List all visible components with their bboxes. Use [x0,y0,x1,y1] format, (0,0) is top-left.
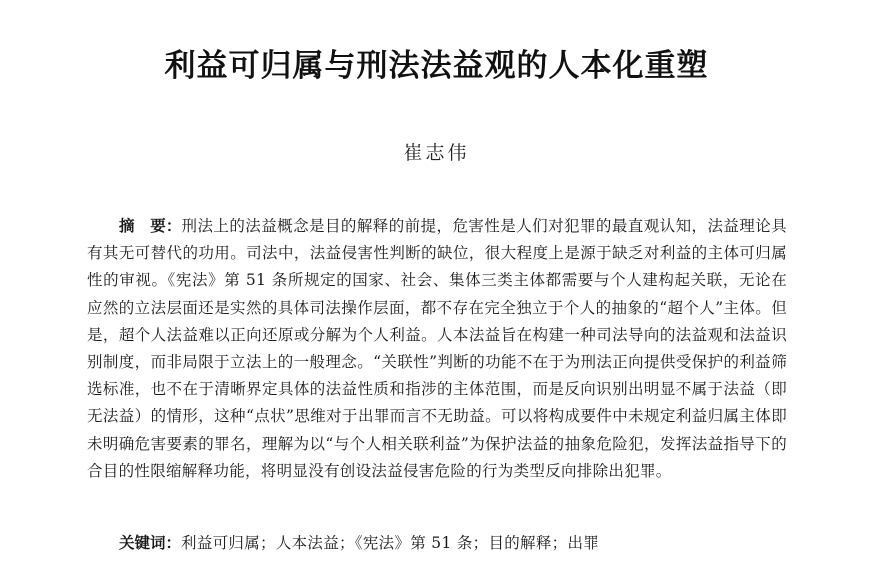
abstract-label: 摘 要： [119,217,182,235]
keywords-line [119,530,789,557]
article-author: 崔志伟 [403,142,470,164]
keywords-label: 关键词： [119,534,182,552]
article-title: 利益可归属与刑法法益观的人本化重塑 [164,48,709,84]
abstract-paragraph [87,213,787,485]
keywords-text: 利益可归属；人本法益；《宪法》第 51 条；目的解释；出罪 [181,534,600,552]
abstract-text: 刑法上的法益概念是目的解释的前提，危害性是人们对犯罪的最直观认知，法益理论具有其无可替代的功用。司法中，法益侵害性判断的缺位，很大程度上是源于缺乏对利益的主体可归属性的审视。《宪法》第 51 条所规定的国家、社会、集体三类主体都需要与个人建构起关联，无论在应然的立法层面还是实然的具体司法操作层面，都不存在完全独立于个人的抽象的“超个人”主体。但是，超个人法益难以正向还原或分解为个人利益。人本法益旨在构建一种司法导向的法益观和法益识别制度，而非局限于立法上的一般理念。“关联性”判断的功能不在于为刑法正向提供受保护的利益筛选标准，也不在于清晰界定具体的法益性质和指涉的主体范围，而是反向识别出明显不属于法益（即无法益）的情形，这种“点状”思维对于出罪而言不无助益。可以将构成要件中未规定利益归属主体即未明确危害要素的罪名，理解为以“与个人相关联利益”为保护法益的抽象危险犯，发挥法益指导下的合目的性限缩解释功能，将明显没有创设法益侵害危险的行为类型反向排除出犯罪。 [87,217,787,480]
